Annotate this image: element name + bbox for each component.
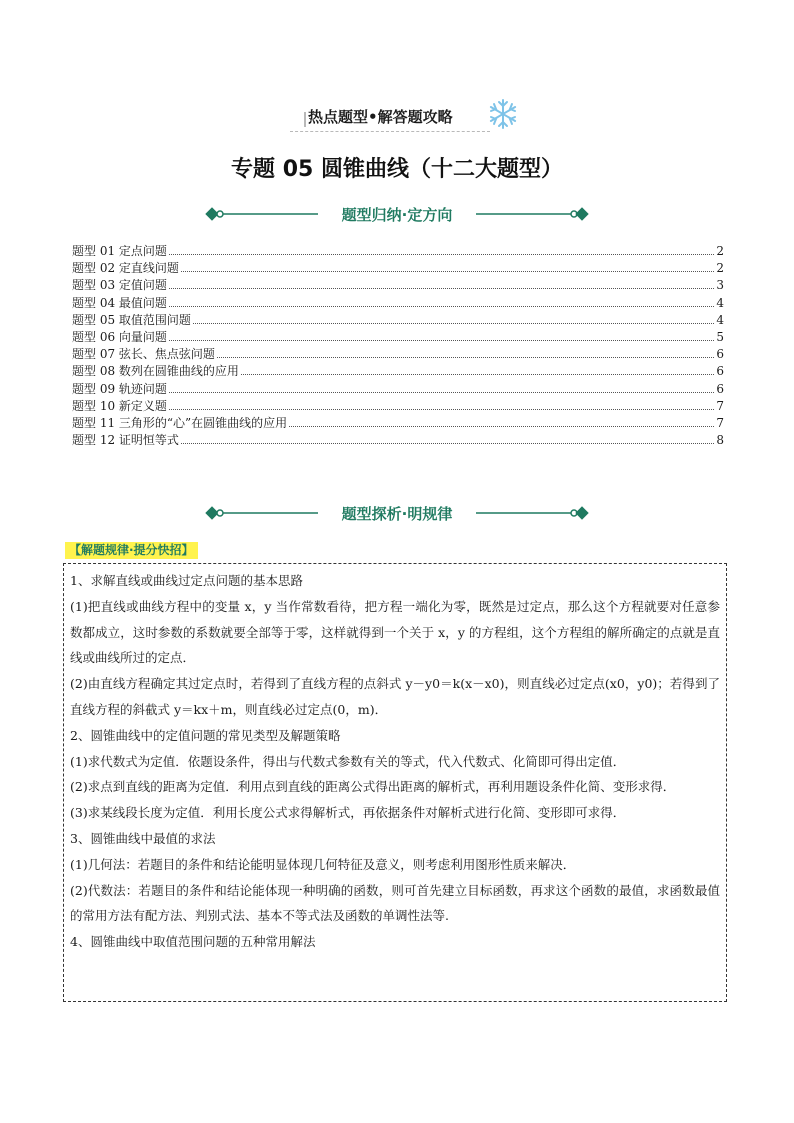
toc-item[interactable] — [72, 432, 724, 449]
toc-item-label: 题型 06 向量问题 — [72, 329, 167, 344]
tip-line: (1)求代数式为定值．依题设条件，得出与代数式参数有关的等式，代入代数式、化简即可得出定值． — [70, 753, 626, 769]
tip-line: (2)求点到直线的距离为定值．利用点到直线的距离公式得出距离的解析式，再利用题设条件化简、变形求得． — [70, 779, 676, 795]
toc-item-label: 题型 02 定直线问题 — [72, 261, 179, 276]
toc-item[interactable] — [72, 260, 724, 277]
analysis-section-header — [200, 502, 594, 524]
toc-item-page: 7 — [716, 398, 724, 413]
toc-item-label: 题型 05 取值范围问题 — [72, 312, 191, 327]
toc-item[interactable] — [72, 295, 724, 312]
toc-item[interactable] — [72, 312, 724, 329]
toc-item-label: 题型 12 证明恒等式 — [72, 433, 179, 448]
tip-line: 4、圆锥曲线中取值范围问题的五种常用解法 — [70, 934, 316, 950]
tip-label: 【解题规律·提分快招】 — [65, 542, 198, 559]
header-banner — [290, 98, 520, 138]
tip-line: (3)求某线段长度为定值．利用长度公式求得解析式，再依据条件对解析式进行化简、变形即可求得． — [70, 805, 626, 821]
document-title: 专题 05 圆锥曲线（十二大题型） — [231, 157, 563, 182]
analysis-section-title: 题型探析·明规律 — [341, 505, 453, 523]
toc-item[interactable] — [72, 277, 724, 294]
toc-item-page: 8 — [716, 433, 724, 448]
tip-line: 2、圆锥曲线中的定值问题的常见类型及解题策略 — [70, 727, 341, 743]
toc-item[interactable] — [72, 381, 724, 398]
tip-line: 3、圆锥曲线中最值的求法 — [70, 830, 216, 846]
toc-item[interactable] — [72, 415, 724, 432]
toc-item-page: 6 — [716, 347, 724, 362]
toc-item-label: 题型 03 定值问题 — [72, 278, 167, 293]
toc-item[interactable] — [72, 329, 724, 346]
toc-item-label: 题型 04 最值问题 — [72, 295, 167, 310]
toc-item-page: 6 — [716, 381, 724, 396]
toc-section-title: 题型归纳·定方向 — [341, 206, 453, 224]
tip-line: (2)由直线方程确定其过定点时，若得到了直线方程的点斜式 y－y0＝k(x－x0)，则直线必过定点(x0，y0)；若得到了直线方程的斜截式 y＝kx＋m，则直线必过定点(0，m)． — [70, 676, 720, 717]
toc-item-page: 2 — [716, 261, 724, 276]
snowflake-icon — [487, 98, 519, 130]
toc-item[interactable] — [72, 243, 724, 260]
tips-box — [63, 563, 727, 1002]
banner-text: 热点题型•解答题攻略 — [308, 108, 453, 126]
tip-line: 1、求解直线或曲线过定点问题的基本思路 — [70, 573, 303, 588]
toc-item-label: 题型 01 定点问题 — [72, 244, 167, 258]
banner-bar — [304, 112, 306, 127]
toc-item-label: 题型 10 新定义题 — [72, 398, 167, 413]
toc-item-page: 6 — [716, 364, 724, 379]
toc-item[interactable] — [72, 398, 724, 415]
toc-item[interactable] — [72, 346, 724, 363]
toc-item-page: 2 — [716, 244, 724, 258]
banner-divider — [290, 131, 490, 132]
toc-item-label: 题型 08 数列在圆锥曲线的应用 — [72, 364, 239, 379]
toc-item-page: 4 — [716, 295, 724, 310]
tip-line: (1)把直线或曲线方程中的变量 x，y 当作常数看待，把方程一端化为零，既然是过定点，那么这个方程就要对任意参数都成立，这时参数的系数就要全部等于零，这样就得到一个关于 x，y 的方程组，这个方程组的解所确定的点就是直线或曲线所过的定点． — [70, 598, 720, 666]
toc-item-label: 题型 09 轨迹问题 — [72, 381, 167, 396]
toc-section-header — [200, 203, 594, 225]
toc-item-label: 题型 11 三角形的“心”在圆锥曲线的应用 — [72, 415, 288, 430]
toc-item-page: 3 — [716, 278, 724, 293]
toc-item-label: 题型 07 弦长、焦点弦问题 — [72, 347, 215, 362]
tip-line: (1)几何法：若题目的条件和结论能明显体现几何特征及意义，则考虑利用图形性质来解决． — [70, 856, 576, 872]
toc-item-page: 5 — [716, 329, 724, 344]
toc-item-page: 7 — [716, 415, 724, 430]
toc-item[interactable] — [72, 363, 724, 380]
table-of-contents — [72, 243, 724, 449]
tip-line: (2)代数法：若题目的条件和结论能体现一种明确的函数，则可首先建立目标函数，再求这个函数的最值，求函数最值的常用方法有配方法、判别式法、基本不等式法及函数的单调性法等. — [70, 882, 720, 924]
toc-item-page: 4 — [716, 312, 724, 327]
